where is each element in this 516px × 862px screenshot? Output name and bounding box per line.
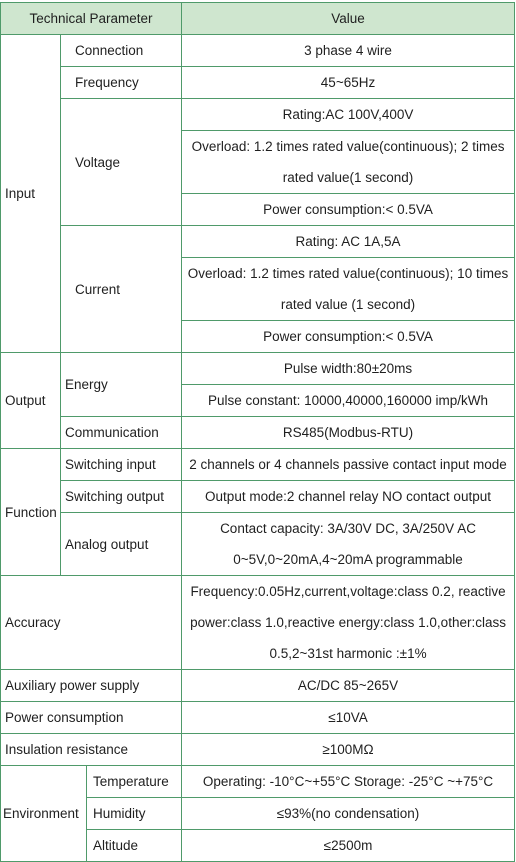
table-row: [1, 449, 515, 481]
table-header-row: [1, 3, 515, 35]
value-frequency: 45~65Hz: [182, 67, 515, 99]
value-analog-range: 0~5V,0~20mA,4~20mA programmable: [182, 544, 515, 576]
value-insulation-resistance: ≥100MΩ: [182, 734, 515, 766]
param-connection: Connection: [61, 35, 182, 67]
param-switching-input: Switching input: [61, 449, 182, 481]
value-pulse-constant: Pulse constant: 10000,40000,160000 imp/kWh: [182, 385, 515, 417]
param-altitude: Altitude: [87, 830, 182, 862]
value-voltage-power: Power consumption:< 0.5VA: [182, 194, 515, 226]
value-voltage-rating: Rating:AC 100V,400V: [182, 99, 515, 131]
value-current-power: Power consumption:< 0.5VA: [182, 321, 515, 353]
value-power-consumption: ≤10VA: [182, 702, 515, 734]
group-input-label: Input: [1, 35, 61, 353]
param-frequency: Frequency: [61, 67, 182, 99]
param-auxiliary-power: Auxiliary power supply: [1, 670, 182, 702]
param-current: Current: [61, 226, 182, 353]
value-connection: 3 phase 4 wire: [182, 35, 515, 67]
value-temperature: Operating: -10°C~+55°C Storage: -25°C ~+75°C: [182, 766, 515, 798]
table-row: [1, 670, 515, 702]
param-voltage: Voltage: [61, 99, 182, 226]
table-row: [1, 766, 515, 798]
value-current-overload: Overload: 1.2 times rated value(continuous); 10 times rated value (1 second): [182, 258, 515, 321]
table-row: [1, 226, 515, 258]
param-communication: Communication: [61, 417, 182, 449]
param-temperature: Temperature: [87, 766, 182, 798]
table-row: [1, 576, 515, 670]
table-row: [1, 353, 515, 385]
group-function-label: Function: [1, 449, 61, 576]
group-environment-label: Environment: [1, 766, 87, 862]
table-row: [1, 513, 515, 545]
group-accuracy-label: Accuracy: [1, 576, 182, 670]
value-voltage-overload: Overload: 1.2 times rated value(continuous); 2 times rated value(1 second): [182, 131, 515, 194]
value-switching-output: Output mode:2 channel relay NO contact output: [182, 481, 515, 513]
value-current-rating: Rating: AC 1A,5A: [182, 226, 515, 258]
param-insulation-resistance: Insulation resistance: [1, 734, 182, 766]
group-output-label: Output: [1, 353, 61, 449]
value-auxiliary-power: AC/DC 85~265V: [182, 670, 515, 702]
technical-parameter-table: [0, 2, 515, 862]
table-row: [1, 99, 515, 131]
table-row: [1, 734, 515, 766]
table-row: [1, 67, 515, 99]
value-pulse-width: Pulse width:80±20ms: [182, 353, 515, 385]
param-energy: Energy: [61, 353, 182, 417]
param-power-consumption: Power consumption: [1, 702, 182, 734]
param-humidity: Humidity: [87, 798, 182, 830]
value-accuracy: Frequency:0.05Hz,current,voltage:class 0.2, reactive power:class 1.0,reactive energy:class 1.0,other:class 0.5,2~31st harmonic :±1%: [182, 576, 515, 670]
value-communication: RS485(Modbus-RTU): [182, 417, 515, 449]
value-contact-capacity: Contact capacity: 3A/30V DC, 3A/250V AC: [182, 513, 515, 545]
value-switching-input: 2 channels or 4 channels passive contact input mode: [182, 449, 515, 481]
value-altitude: ≤2500m: [182, 830, 515, 862]
table-row: [1, 702, 515, 734]
param-switching-output: Switching output: [61, 481, 182, 513]
param-analog-output: Analog output: [61, 513, 182, 576]
table-row: [1, 35, 515, 67]
table-row: [1, 417, 515, 449]
header-value: Value: [182, 3, 515, 35]
header-technical-parameter: Technical Parameter: [1, 3, 182, 35]
value-humidity: ≤93%(no condensation): [182, 798, 515, 830]
table-row: [1, 481, 515, 513]
